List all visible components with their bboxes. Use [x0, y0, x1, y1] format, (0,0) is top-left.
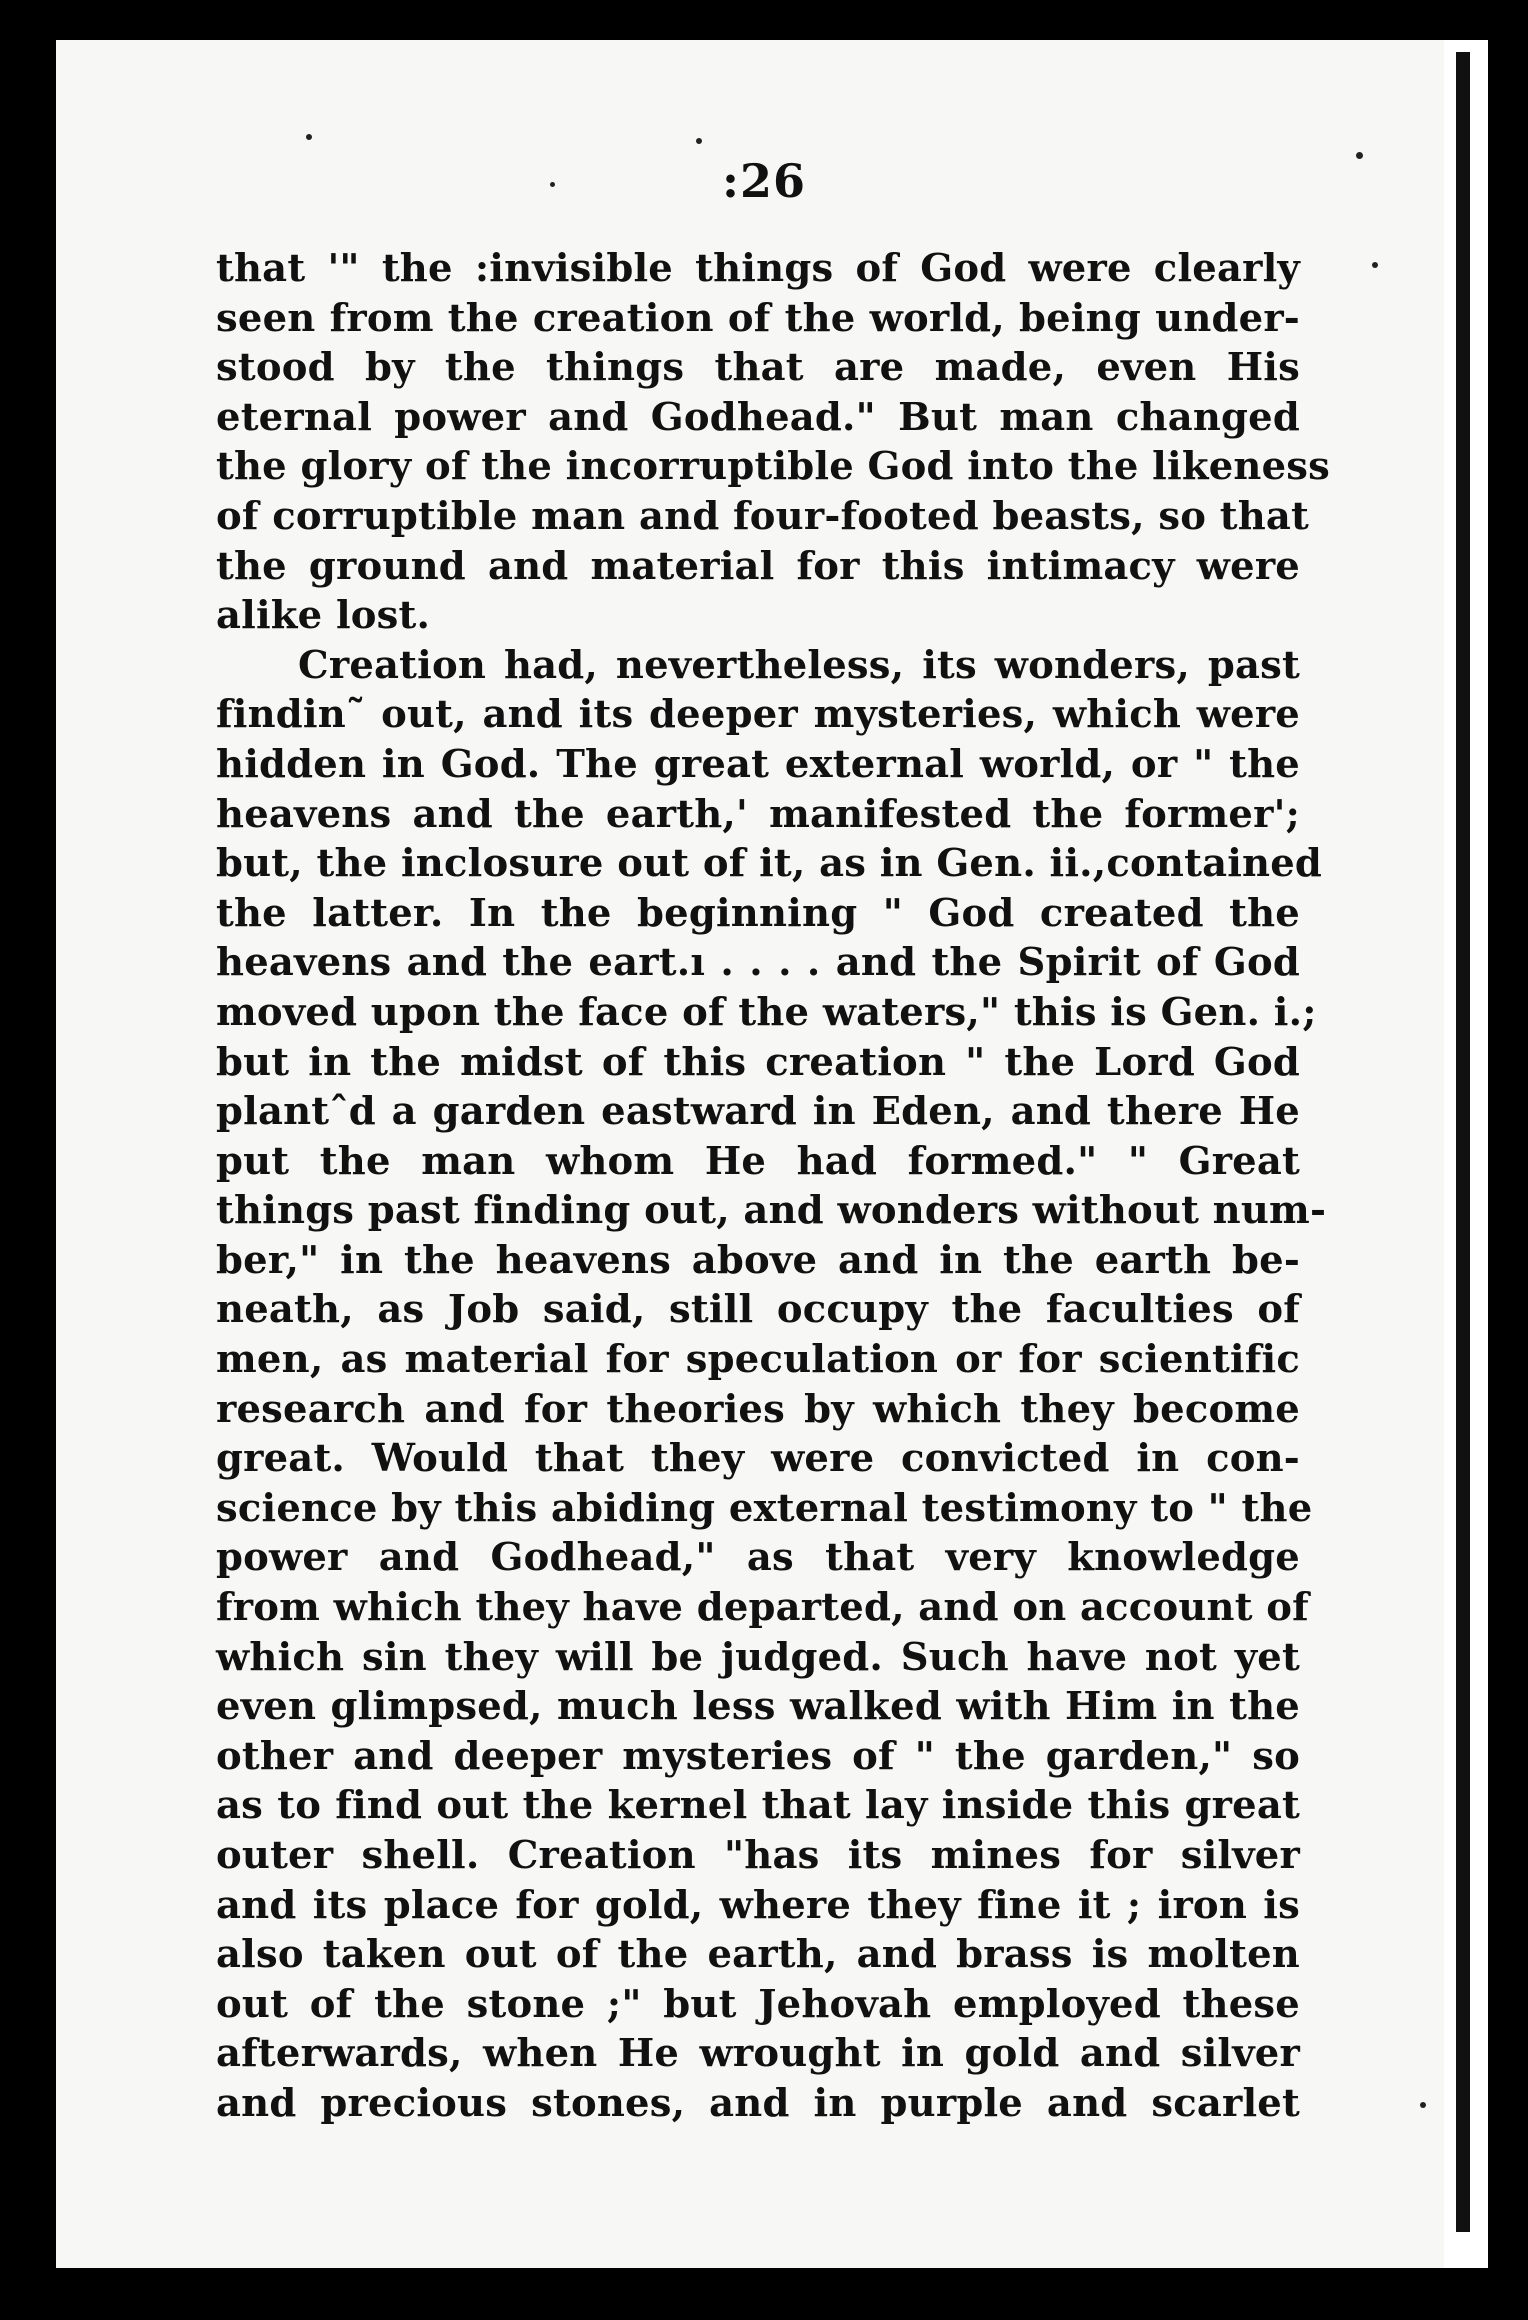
- text-line: alike lost.: [216, 593, 431, 639]
- text-line: from which they have departed, and on account of: [216, 1585, 1309, 1631]
- scan-speck: [306, 134, 312, 140]
- text-line: and its place for gold, where they fine it ; iron is: [216, 1882, 1300, 1928]
- text-line: the ground and material for this intimacy were: [216, 543, 1300, 589]
- text-line: out of the stone ;" but Jehovah employed these: [216, 1981, 1300, 2027]
- scan-speck: [696, 138, 702, 144]
- text-line: but in the midst of this creation " the Lord God: [216, 1039, 1300, 1085]
- text-line: ber," in the heavens above and in the earth be-: [216, 1237, 1300, 1283]
- text-line: and precious stones, and in purple and scarlet: [216, 2080, 1300, 2126]
- text-line: outer shell. Creation "has its mines for silver: [216, 1833, 1300, 1878]
- body-text: [216, 244, 1331, 2129]
- text-line: but, the inclosure out of it, as in Gen. ii.,contained: [216, 841, 1323, 887]
- text-line: even glimpsed, much less walked with Him in the: [216, 1684, 1300, 1730]
- text-line: seen from the creation of the world, being under-: [216, 295, 1300, 341]
- text-line: things past finding out, and wonders without num-: [216, 1188, 1327, 1234]
- text-line: power and Godhead," as that very knowledge: [216, 1535, 1300, 1581]
- text-line: moved upon the face of the waters," this is Gen. i.;: [216, 989, 1317, 1035]
- scan-speck: [1420, 2102, 1426, 2108]
- text-line: heavens and the eart.ı . . . . and the Spirit of God: [216, 940, 1300, 986]
- text-line: great. Would that they were convicted in con-: [216, 1436, 1300, 1482]
- text-line: stood by the things that are made, even His: [216, 345, 1300, 391]
- text-line: plantˆd a garden eastward in Eden, and there He: [216, 1089, 1300, 1135]
- binding-shadow: [1456, 52, 1470, 2232]
- text-line: eternal power and Godhead." But man changed: [216, 394, 1300, 440]
- text-line: the latter. In the beginning " God created the: [216, 890, 1300, 936]
- scan-speck: [1372, 262, 1378, 268]
- text-line: which sin they will be judged. Such have not yet: [216, 1634, 1300, 1680]
- text-line: other and deeper mysteries of " the garden," so: [216, 1733, 1300, 1779]
- text-line: that '" the :invisible things of God were clearly: [216, 246, 1300, 291]
- text-line: Creation had, nevertheless, its wonders, past: [298, 642, 1300, 688]
- text-line: put the man whom He had formed." " Great: [216, 1138, 1300, 1184]
- text-line: the glory of the incorruptible God into the likeness: [216, 444, 1331, 490]
- text-line: men, as material for speculation or for scientific: [216, 1337, 1300, 1383]
- text-line: science by this abiding external testimony to " the: [216, 1485, 1313, 1531]
- text-line: research and for theories by which they become: [216, 1386, 1300, 1432]
- text-line: findin˜ out, and its deeper mysteries, which were: [216, 692, 1300, 738]
- text-line: of corruptible man and four-footed beasts, so that: [216, 493, 1310, 539]
- text-line: hidden in God. The great external world, or " the: [216, 741, 1300, 787]
- text-line: neath, as Job said, still occupy the faculties of: [216, 1287, 1300, 1333]
- page-number: :26: [722, 154, 806, 208]
- text-line: also taken out of the earth, and brass is molten: [216, 1932, 1300, 1978]
- text-line: afterwards, when He wrought in gold and silver: [216, 2031, 1300, 2077]
- text-line: heavens and the earth,' manifested the former';: [216, 791, 1300, 837]
- text-line: as to find out the kernel that lay inside this great: [216, 1783, 1300, 1829]
